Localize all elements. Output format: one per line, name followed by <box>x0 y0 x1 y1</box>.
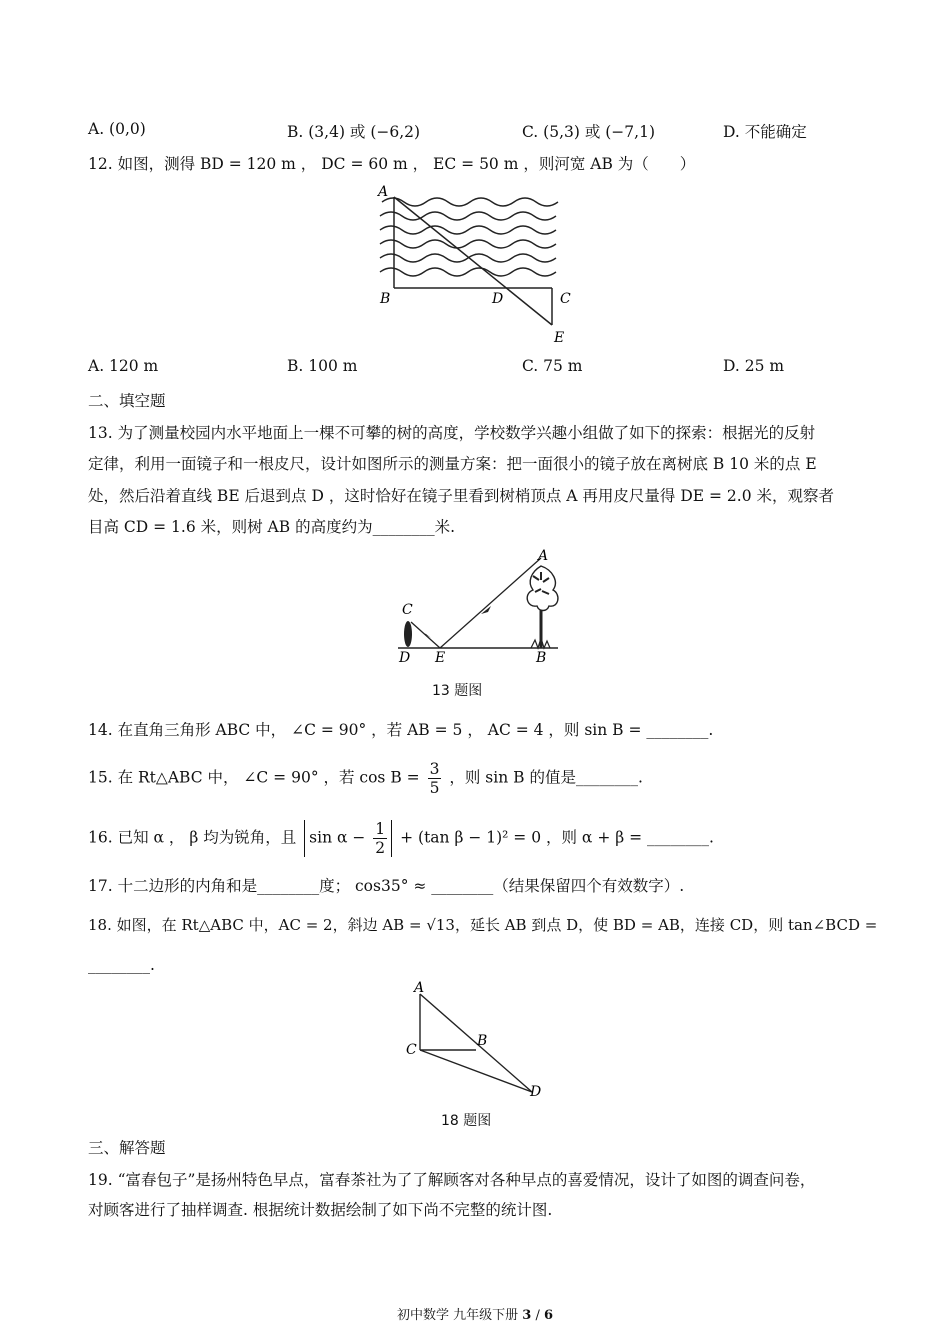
q16-abs-left: sin α − <box>309 828 366 847</box>
footer-sep: / <box>535 1308 540 1323</box>
segment-cd <box>420 1050 532 1092</box>
label-c: C <box>402 602 413 618</box>
q13-line-2: 定律，利用一面镜子和一根皮尺，设计如图所示的测量方案：把一面很小的镜子放在离树底 B 10 米的点 E <box>88 455 817 473</box>
q12-stem: 12. 如图，测得 BD = 120 m ， DC = 60 m ， EC = 50 m ，则河宽 AB 为（ ） <box>88 155 696 173</box>
river-waves <box>380 198 558 276</box>
segment-ad <box>420 994 532 1092</box>
label-d: D <box>492 291 504 307</box>
q12-option-b: B. 100 m <box>287 357 358 375</box>
q11-option-d: D. 不能确定 <box>723 123 807 141</box>
q18-triangle-figure <box>402 978 552 1102</box>
ray-ae <box>440 558 541 648</box>
label-e: E <box>435 650 446 666</box>
q11-option-c: C. (5,3) 或 (−7,1) <box>522 123 655 141</box>
label-d: D <box>530 1084 542 1100</box>
q18-line-2: ________. <box>88 956 155 974</box>
q15-text <box>88 760 643 797</box>
label-c: C <box>560 291 571 307</box>
q12-option-c: C. 75 m <box>522 357 583 375</box>
q12-option-a: A. 120 m <box>88 357 159 375</box>
page-footer <box>0 1304 950 1323</box>
q18-line-1: 18. 如图，在 Rt△ABC 中，AC = 2，斜边 AB = √13，延长 AB 到点 D，使 BD = AB，连接 CD，则 tan∠BCD = <box>88 916 878 934</box>
label-a: A <box>538 548 549 564</box>
label-c: C <box>406 1042 417 1058</box>
label-e: E <box>554 330 565 346</box>
q17-text: 17. 十二边形的内角和是________度； cos35° ≈ ________（结果保留四个有效数字）. <box>88 877 685 895</box>
q19-line-2: 对顾客进行了抽样调查. 根据统计数据绘制了如下尚不完整的统计图. <box>88 1201 553 1219</box>
label-b: B <box>380 291 391 307</box>
footer-title: 初中数学 九年级下册 <box>396 1308 519 1323</box>
q14-text: 14. 在直角三角形 ABC 中， ∠C = 90° ，若 AB = 5 ， AC = 4 ，则 sin B = ________. <box>88 721 714 739</box>
label-a: A <box>378 184 389 200</box>
q19-line-1: 19. “富春包子”是扬州特色早点，富春茶社为了了解顾客对各种早点的喜爱情况，设计了如图的调查问卷， <box>88 1171 816 1189</box>
q12-option-d: D. 25 m <box>723 357 785 375</box>
q18-caption: 18 题图 <box>441 1113 492 1129</box>
q16-text <box>88 820 714 857</box>
tree-shape <box>527 566 558 648</box>
q15-before: 15. 在 Rt△ABC 中， ∠C = 90° ，若 cos B = <box>88 768 420 787</box>
q16-numerator: 1 <box>375 820 386 838</box>
q16-denominator: 2 <box>375 839 386 857</box>
section-answer-title: 三、解答题 <box>88 1139 166 1157</box>
q13-tree-figure <box>393 548 568 670</box>
ray-ec <box>411 622 440 648</box>
q16-before: 16. 已知 α ， β 均为锐角，且 <box>88 828 297 847</box>
footer-page: 3 <box>522 1308 532 1323</box>
q13-caption: 13 题图 <box>432 683 483 699</box>
observer-shape <box>404 621 412 647</box>
arrow-ray-ec <box>423 633 431 638</box>
q15-denominator: 5 <box>429 779 440 797</box>
q11-option-a: A. (0,0) <box>88 120 146 138</box>
q15-after: ，则 sin B 的值是________. <box>449 768 643 787</box>
q13-line-4: 目高 CD = 1.6 米，则树 AB 的高度约为________米. <box>88 518 455 536</box>
q15-numerator: 3 <box>429 760 440 778</box>
label-b: B <box>536 650 547 666</box>
section-fill-in-title: 二、填空题 <box>88 392 166 410</box>
q16-after: + (tan β − 1)² = 0 ，则 α + β = ________. <box>400 828 714 847</box>
footer-total: 6 <box>543 1308 554 1323</box>
label-a: A <box>414 980 425 996</box>
q13-line-1: 13. 为了测量校园内水平地面上一棵不可攀的树的高度，学校数学兴趣小组做了如下的探索：根据光的反射 <box>88 424 816 442</box>
label-d: D <box>399 650 411 666</box>
q11-option-b: B. (3,4) 或 (−6,2) <box>287 123 421 141</box>
label-b: B <box>477 1033 488 1049</box>
q13-line-3: 处，然后沿着直线 BE 后退到点 D ，这时恰好在镜子里看到树梢顶点 A 再用皮尺量得 DE = 2.0 米，观察者 <box>88 487 834 505</box>
q12-river-figure <box>370 182 585 347</box>
